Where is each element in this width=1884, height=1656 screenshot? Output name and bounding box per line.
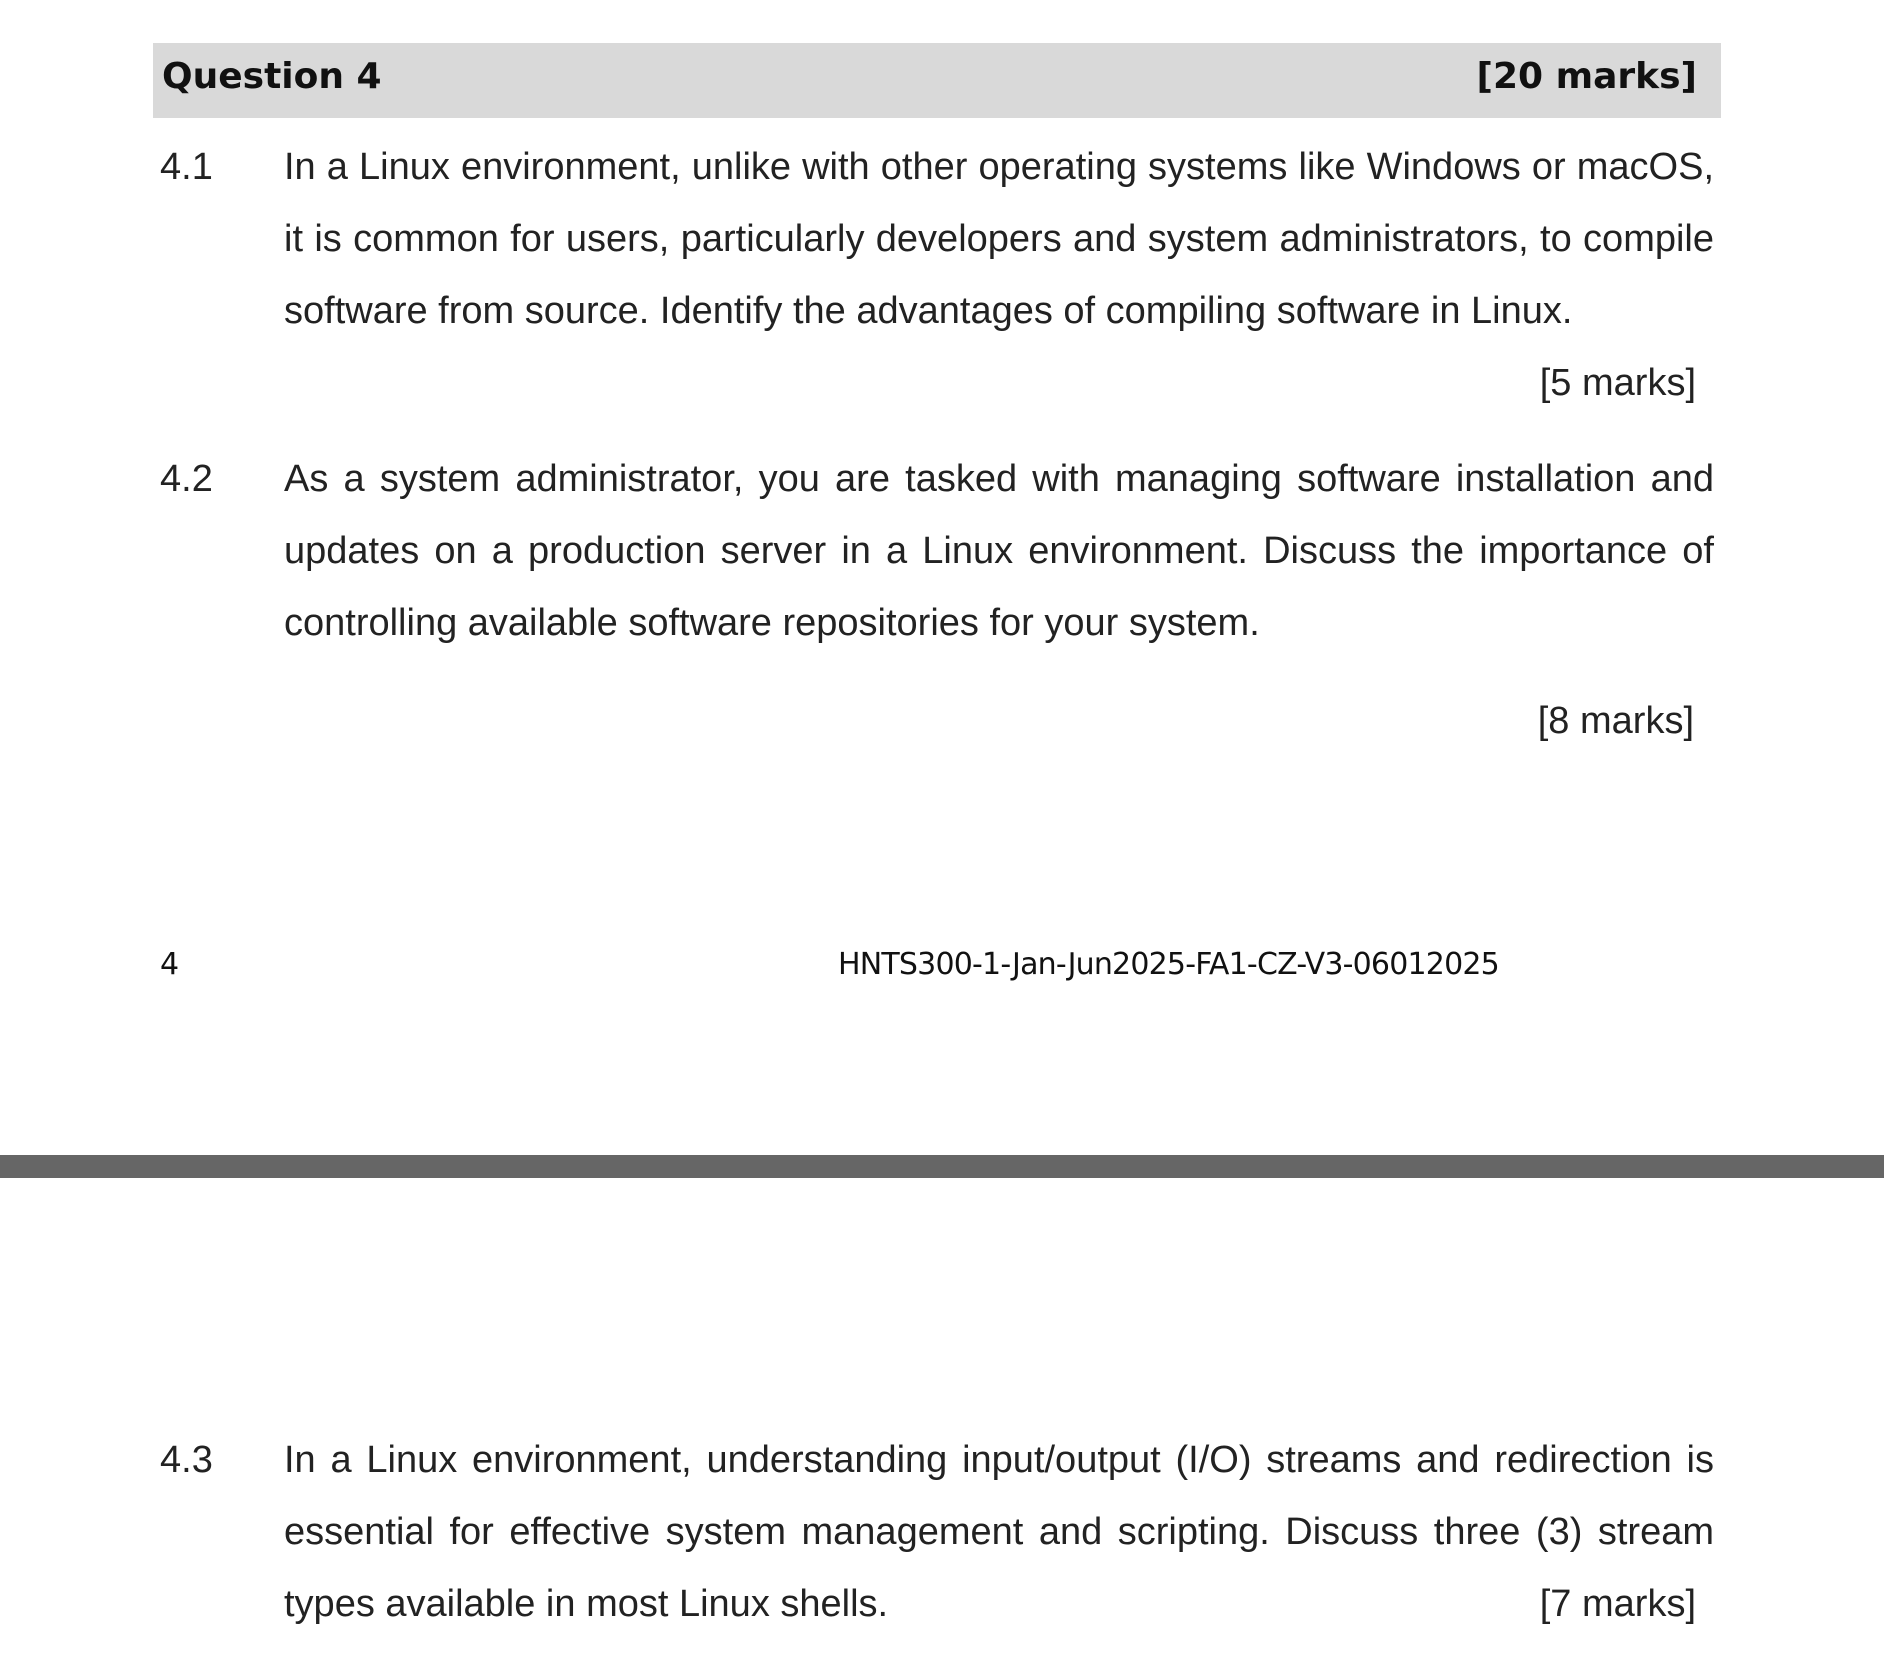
sub-question-body: In a Linux environment, unlike with other operating systems like Windows or macOS, it is common for users, particularly developers and system administrators, to compile software from source. Identify the advantages of compiling software in Linux. — [284, 146, 1714, 332]
sub-question-body: In a Linux environment, understanding input/output (I/O) streams and redirection is essential for effective system management and scripting. Discuss three (3) stream types available in most Linux shells. — [284, 1439, 1714, 1625]
question-total-marks: [20 marks] — [1476, 56, 1697, 97]
question-header — [153, 43, 1721, 118]
footer-page-number: 4 — [160, 947, 180, 982]
sub-question-marks: [7 marks] — [1539, 1583, 1696, 1625]
sub-question-text — [284, 1424, 1714, 1640]
sub-question-number: 4.1 — [160, 146, 213, 188]
question-title: Question 4 — [162, 56, 382, 97]
page-break-divider — [0, 1155, 1884, 1178]
sub-question-body: As a system administrator, you are tasked with managing software installation and updates on a production server in a Linux environment. Discuss the importance of controlling available software repositories for your system. — [284, 458, 1714, 644]
sub-question-number: 4.2 — [160, 458, 213, 500]
page-5 — [0, 1178, 1884, 1656]
sub-question-text — [284, 131, 1714, 419]
footer-document-code: HNTS300-1-Jan-Jun2025-FA1-CZ-V3-06012025 — [838, 947, 1499, 982]
sub-question-marks: [5 marks] — [1539, 362, 1696, 404]
sub-question-text — [284, 443, 1714, 659]
sub-question-marks: [8 marks] — [1537, 700, 1694, 742]
sub-question-number: 4.3 — [160, 1439, 213, 1481]
